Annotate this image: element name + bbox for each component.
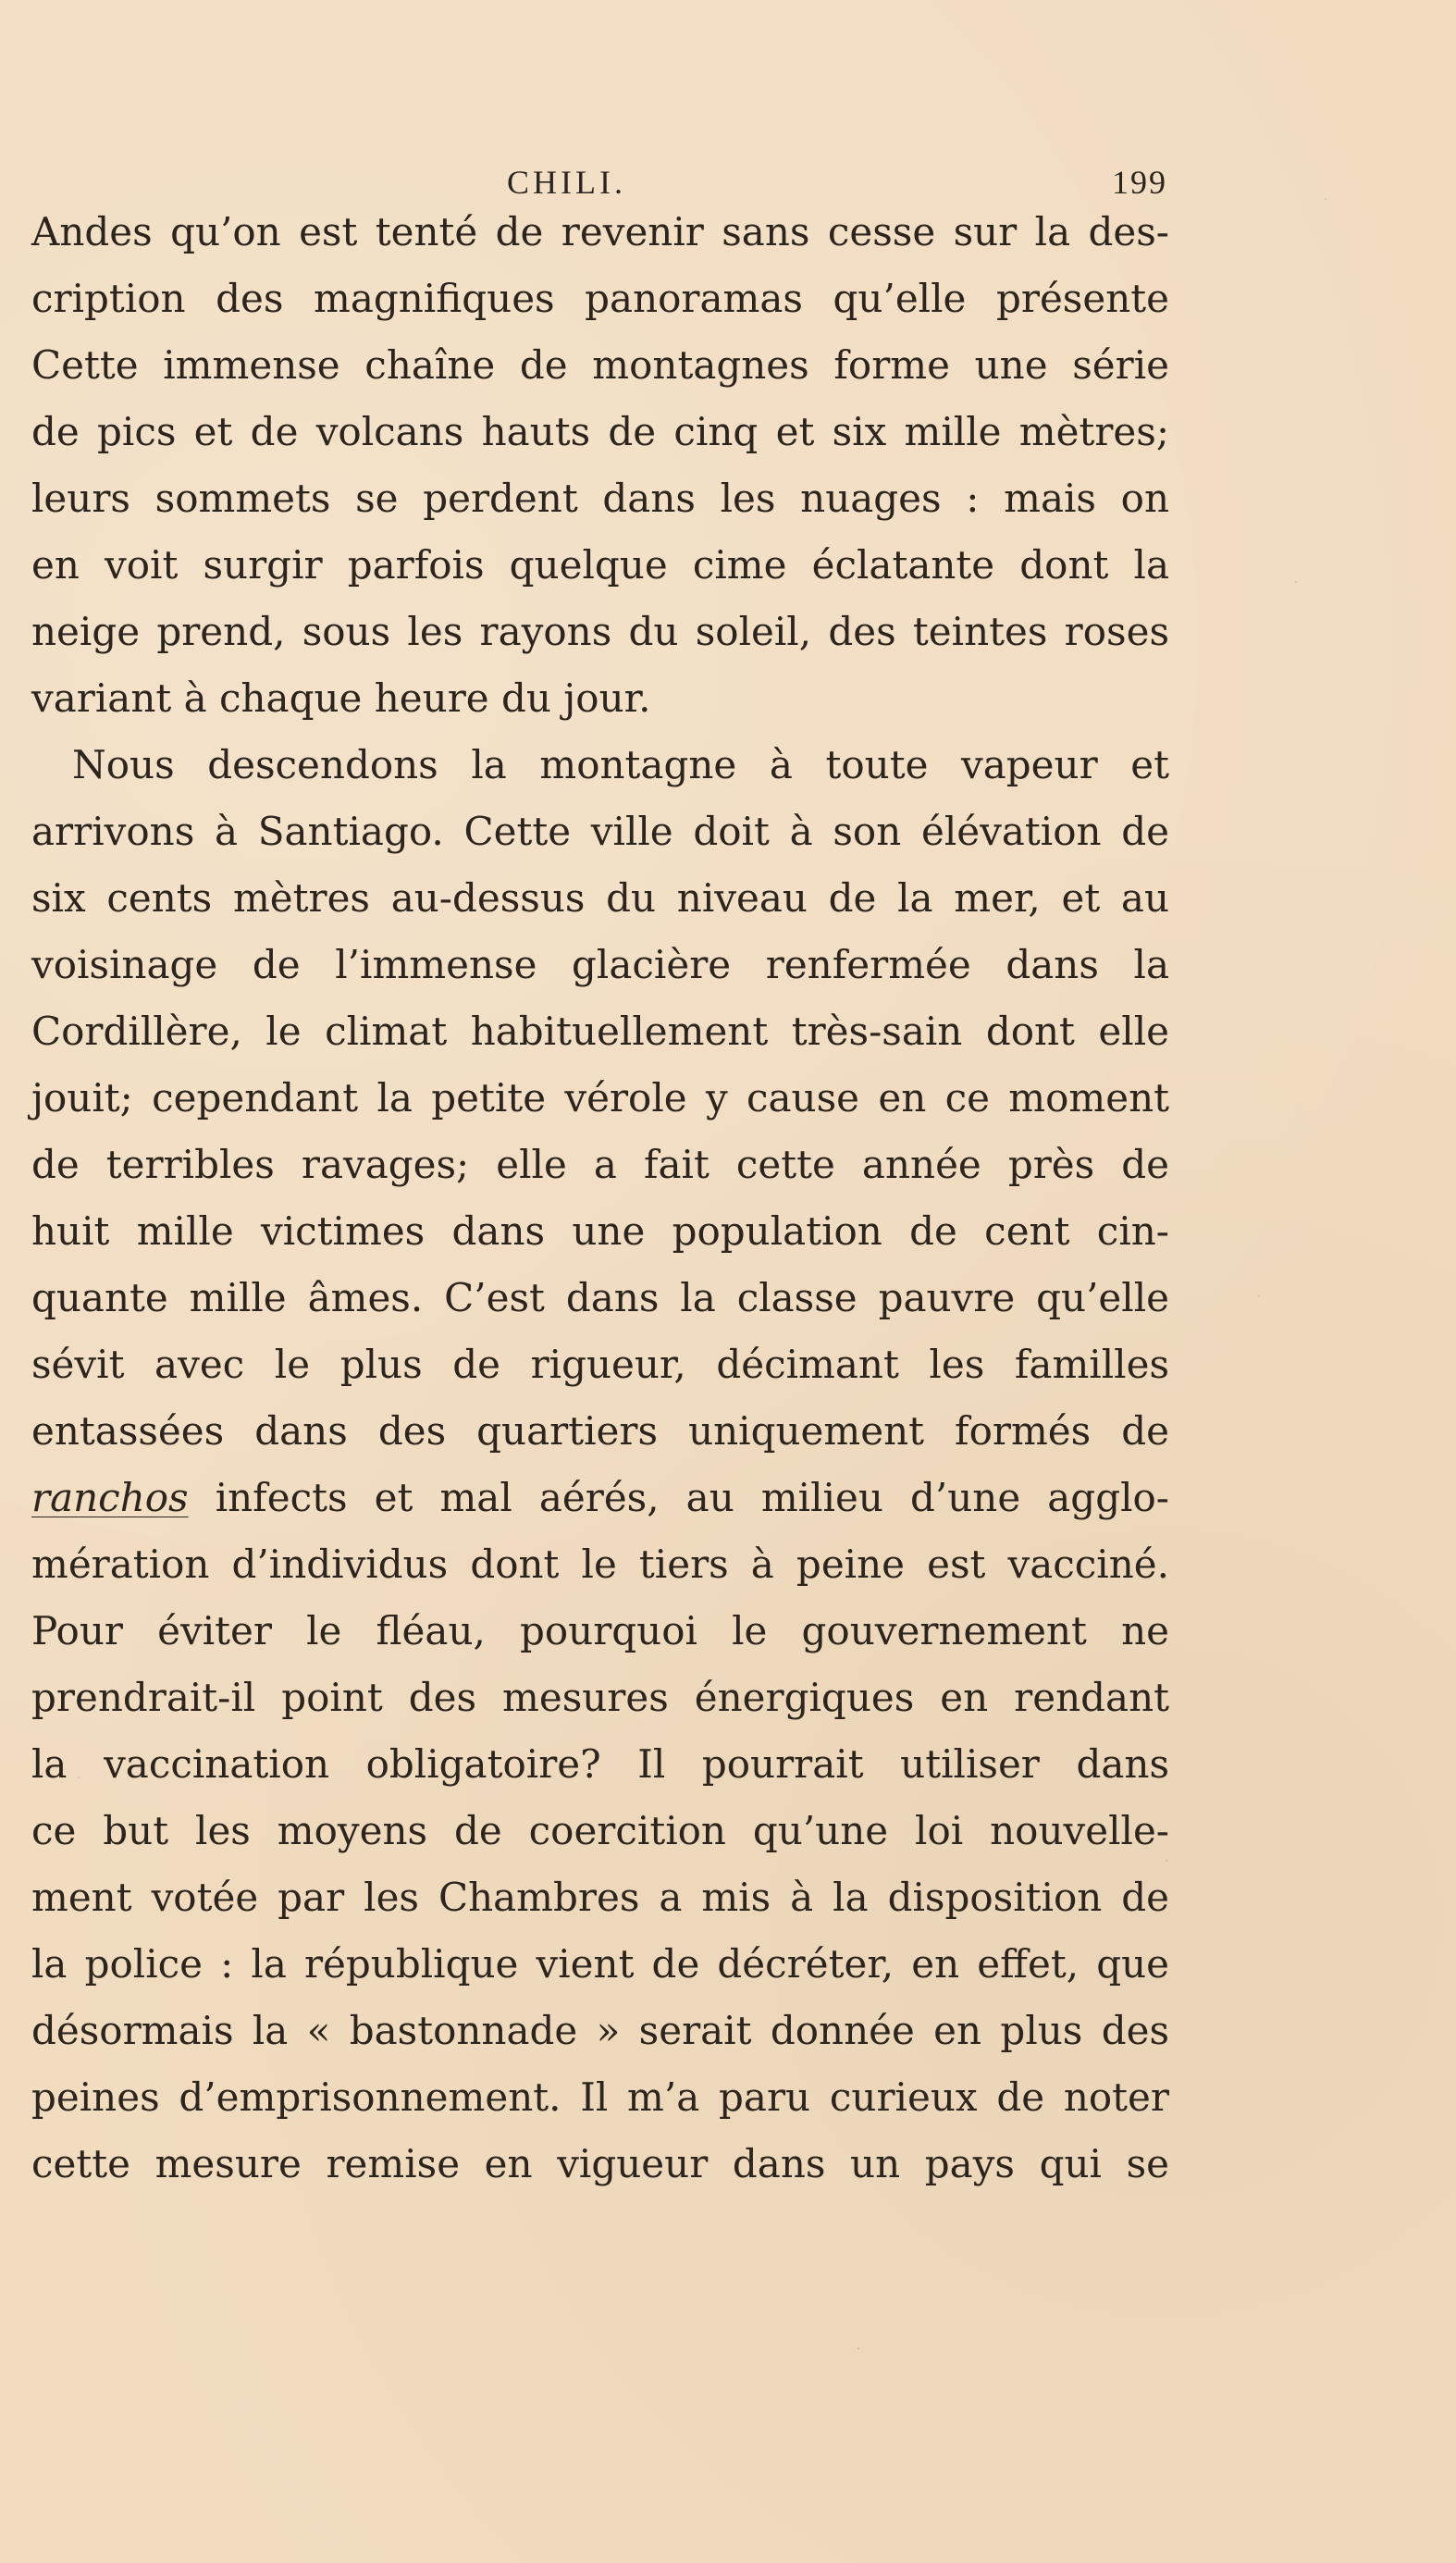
text-line: six cents mètres au-dessus du niveau de la mer, et au xyxy=(31,875,1169,921)
italic-term: ranchos xyxy=(31,1475,189,1520)
text-line: quante mille âmes. C’est dans la classe pauvre qu’elle xyxy=(31,1275,1169,1320)
paper-speck xyxy=(1258,1295,1260,1297)
text-line: Andes qu’on est tenté de revenir sans cesse sur la des- xyxy=(31,209,1169,254)
text-line: neige prend, sous les rayons du soleil, des teintes roses xyxy=(31,609,1169,654)
text-line: cette mesure remise en vigueur dans un pays qui se xyxy=(31,2141,1169,2186)
paper-speck xyxy=(858,2347,859,2349)
text-line: jouit; cependant la petite vérole y cause en ce moment xyxy=(31,1075,1169,1121)
text-line: ment votée par les Chambres a mis à la disposition de xyxy=(31,1875,1169,1920)
text-line: mération d’individus dont le tiers à peine est vacciné. xyxy=(31,1542,1169,1587)
paper-speck xyxy=(1166,1860,1167,1862)
text-line: de pics et de volcans hauts de cinq et six mille mètres; xyxy=(31,409,1169,454)
paper-speck xyxy=(1295,581,1297,583)
page-number: 199 xyxy=(1112,164,1167,201)
text-line: Pour éviter le fléau, pourquoi le gouvernement ne xyxy=(31,1608,1169,1653)
line-remainder: infects et mal aérés, au milieu d’une agglo- xyxy=(188,1475,1169,1520)
text-line: leurs sommets se perdent dans les nuages : mais on xyxy=(31,476,1169,521)
text-line: cription des magnifiques panoramas qu’elle présente xyxy=(31,276,1169,321)
text-line: voisinage de l’immense glacière renfermée dans la xyxy=(31,942,1169,987)
paper-speck xyxy=(1325,198,1326,200)
text-line: la vaccination obligatoire? Il pourrait utiliser dans xyxy=(31,1741,1169,1787)
body-text xyxy=(31,199,1169,2198)
text-line-with-italic xyxy=(31,1465,1169,1531)
text-line: désormais la « bastonnade » serait donnée en plus des xyxy=(31,2008,1169,2053)
text-line: Nous descendons la montagne à toute vapeur et xyxy=(72,742,1169,787)
text-line: de terribles ravages; elle a fait cette année près de xyxy=(31,1142,1169,1187)
text-line: sévit avec le plus de rigueur, décimant les familles xyxy=(31,1342,1169,1387)
text-line: Cette immense chaîne de montagnes forme une série xyxy=(31,342,1169,388)
paper-speck xyxy=(78,1777,80,1778)
text-line: prendrait-il point des mesures énergiques en rendant xyxy=(31,1675,1169,1720)
text-line: ce but les moyens de coercition qu’une loi nouvelle- xyxy=(31,1808,1169,1853)
text-line: arrivons à Santiago. Cette ville doit à son élévation de xyxy=(31,809,1169,854)
running-head: CHILI. xyxy=(507,164,626,201)
text-line: variant à chaque heure du jour. xyxy=(31,675,651,721)
text-line: la police : la république vient de décréter, en effet, que xyxy=(31,1941,1169,1987)
text-line: Cordillère, le climat habituellement très-sain dont elle xyxy=(31,1009,1169,1054)
text-line: en voit surgir parfois quelque cime éclatante dont la xyxy=(31,542,1169,588)
text-line: peines d’emprisonnement. Il m’a paru curieux de noter xyxy=(31,2074,1169,2120)
text-line: huit mille victimes dans une population de cent cin- xyxy=(31,1208,1169,1254)
text-line: entassées dans des quartiers uniquement formés de xyxy=(31,1408,1169,1454)
